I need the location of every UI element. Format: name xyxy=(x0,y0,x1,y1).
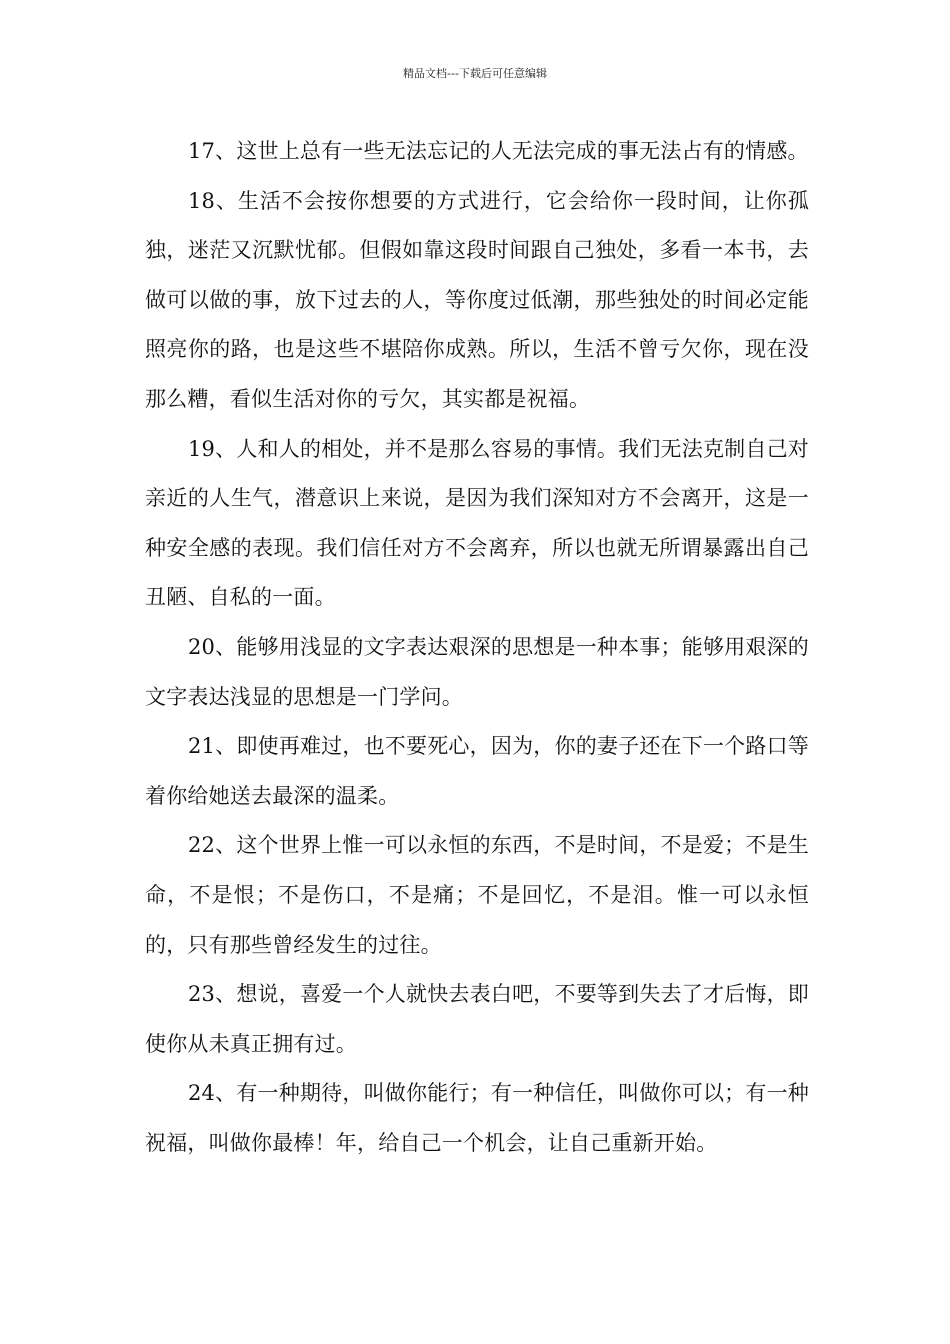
document-body xyxy=(145,127,809,1168)
paragraph-17: 17、这世上总有一些无法忘记的人无法完成的事无法占有的情感。 xyxy=(188,139,809,163)
paragraph-18: 18、生活不会按你想要的方式进行，它会给你一段时间，让你孤独，迷茫又沉默忧郁。但假如靠这段时间跟自己独处，多看一本书，去做可以做的事，放下过去的人，等你度过低潮，那些独处的时间必定能照亮你的路，也是这些不堪陪你成熟。所以，生活不曾亏欠你，现在没那么糟，看似生活对你的亏欠，其实都是祝福。 xyxy=(145,188,809,411)
paragraph-21: 21、即使再难过，也不要死心，因为，你的妻子还在下一个路口等着你给她送去最深的温柔。 xyxy=(145,734,809,808)
page-header: 精品文档---下载后可任意编辑 xyxy=(403,67,547,80)
paragraph-22: 22、这个世界上惟一可以永恒的东西，不是时间，不是爱；不是生命，不是恨；不是伤口，不是痛；不是回忆，不是泪。惟一可以永恒的，只有那些曾经发生的过往。 xyxy=(145,833,809,957)
paragraph-19: 19、人和人的相处，并不是那么容易的事情。我们无法克制自己对亲近的人生气，潜意识上来说，是因为我们深知对方不会离开，这是一种安全感的表现。我们信任对方不会离弃，所以也就无所谓暴露出自己丑陋、自私的一面。 xyxy=(145,436,809,610)
paragraph-23: 23、想说，喜爱一个人就快去表白吧，不要等到失去了才后悔，即使你从未真正拥有过。 xyxy=(145,982,809,1056)
paragraph-20: 20、能够用浅显的文字表达艰深的思想是一种本事；能够用艰深的文字表达浅显的思想是一门学问。 xyxy=(145,634,809,709)
paragraph-24: 24、有一种期待，叫做你能行；有一种信任，叫做你可以；有一种祝福，叫做你最棒！年，给自己一个机会，让自己重新开始。 xyxy=(145,1081,809,1155)
